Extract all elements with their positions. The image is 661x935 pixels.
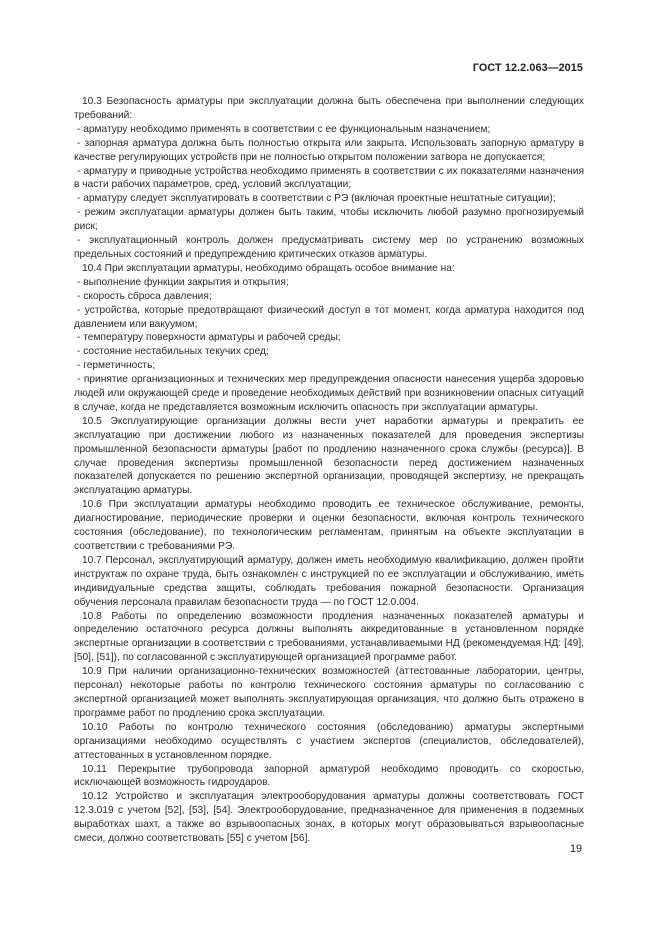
list-item: - герметичность; [77,360,156,372]
list-item: - эксплуатационный контроль должен предусматривать систему мер по устранению возможных предельных состояний и предупреждению критических отказов арматуры. [74,235,584,260]
list-item: - выполнение функции закрытия и открытия; [77,276,289,288]
section-paragraph: 10.11 Перекрытие трубопровода запорной арматурой необходимо проводить со скоростью, исключающей возможность гидроударов. [74,763,584,789]
list-item: - арматуру и приводные устройства необходимо применять в соответствии с их показателями назначения в части рабочих параметров, сред, условий эксплуатации; [74,165,584,191]
list-item: - скорость сброса давления; [77,290,212,302]
list-item: - режим эксплуатации арматуры должен быть таким, чтобы исключить любой разумно прогнозируемый риск; [74,207,584,233]
list-item: - температуру поверхности арматуры и рабочей среды; [77,332,341,344]
section-paragraph: 10.3 Безопасность арматуры при эксплуатации должна быть обеспечена при выполнении следующих требований: [74,96,584,121]
list-item: - арматуру следует эксплуатировать в соответствии с РЭ (включая проектные нештатные ситуации); [77,193,556,205]
section-paragraph: 10.4 При эксплуатации арматуры, необходимо обращать особое внимание на: [82,262,455,274]
section-paragraph: 10.12 Устройство и эксплуатация электрооборудования арматуры должны соответствовать ГОСТ 12.3.019 с учетом [52], [53], [54]. Электрооборудование, предназначенное для применения в подземных выработках шахт, а также во взрывоопасных зонах, в которых могут образовываться взрывоопасные смеси, должно соответствовать [55] с учетом [56]. [74,791,584,845]
section-paragraph: 10.5 Эксплуатирующие организации должны вести учет наработки арматуры и прекратить ее эксплуатацию при достижении любого из назначенных показателей для проведения экспертизы промышленной безопасности арматуры [работ по продлению назначенного срока службы (ресурса)]. В случае проведения экспертизы промышленной безопасности перед достижением назначенных показателей допускается по решению экспертной организации, проводящей экспертизу, не прекращать эксплуатацию арматуры. [74,415,584,497]
list-item: - запорная арматура должна быть полностью открыта или закрыта. Использовать запорную арматуру в качестве регулирующих устройств при не полностью открытом положении затвора не допускается; [74,137,584,163]
section-paragraph: 10.8 Работы по определению возможности продления назначенных показателей арматуры и определению остаточного ресурса должны выполнять аккредитованные в установленном порядке экспертные организации в соответствии с требованиями, устанавливаемыми НД (рекомендуемая НД: [49], [50], [51]), по согласованной с эксплуатирующей организацией программе работ. [74,610,584,664]
section-paragraph: 10.9 При наличии организационно-технических возможностей (аттестованные лаборатории, центры, персонал) некоторые работы по контролю технического состояния арматуры по согласованию с экспертной организацией может выполнять эксплуатирующая организация, что должно быть отражено в программе работ по продлению срока эксплуатации. [74,666,584,719]
document-body [74,95,584,846]
list-item: - устройства, которые предотвращают физический доступ в тот момент, когда арматура находится под давлением или вакуумом; [74,304,584,330]
list-item: - арматуру необходимо применять в соответствии с ее функциональным назначением; [77,123,491,135]
list-item: - состояние нестабильных текучих сред; [77,346,269,358]
standard-header: ГОСТ 12.2.063—2015 [472,62,583,74]
section-paragraph: 10.6 При эксплуатации арматуры необходимо проводить ее техническое обслуживание, ремонты, диагностирование, периодические проверки и оценки безопасности, включая контроль технического состояния (обследование), по технологическим регламентам, принятым на объекте эксплуатации в соответствии с требованиями РЭ. [74,499,584,552]
section-paragraph: 10.7 Персонал, эксплуатирующий арматуру, должен иметь необходимую квалификацию, должен пройти инструктаж по охране труда, быть ознакомлен с инструкцией по ее эксплуатации и обслуживанию, иметь индивидуальные средства защиты, соблюдать требования пожарной безопасности. Организация обучения персонала правилам безопасности труда — по ГОСТ 12.0.004. [74,554,584,608]
section-paragraph: 10.10 Работы по контролю технического состояния (обследованию) арматуры экспертными организациями необходимо осуществлять с участием экспертов (специалистов, обследователей), аттестованных в установленном порядке. [74,721,584,761]
page-number: 19 [569,843,582,855]
list-item: - принятие организационных и технических мер предупреждения опасности нанесения ущерба здоровью людей или окружающей среде и проведение необходимых действий при возникновении опасных ситуаций в случае, когда не представляется возможным исключить опасность при эксплуатации арматуры. [74,374,584,413]
